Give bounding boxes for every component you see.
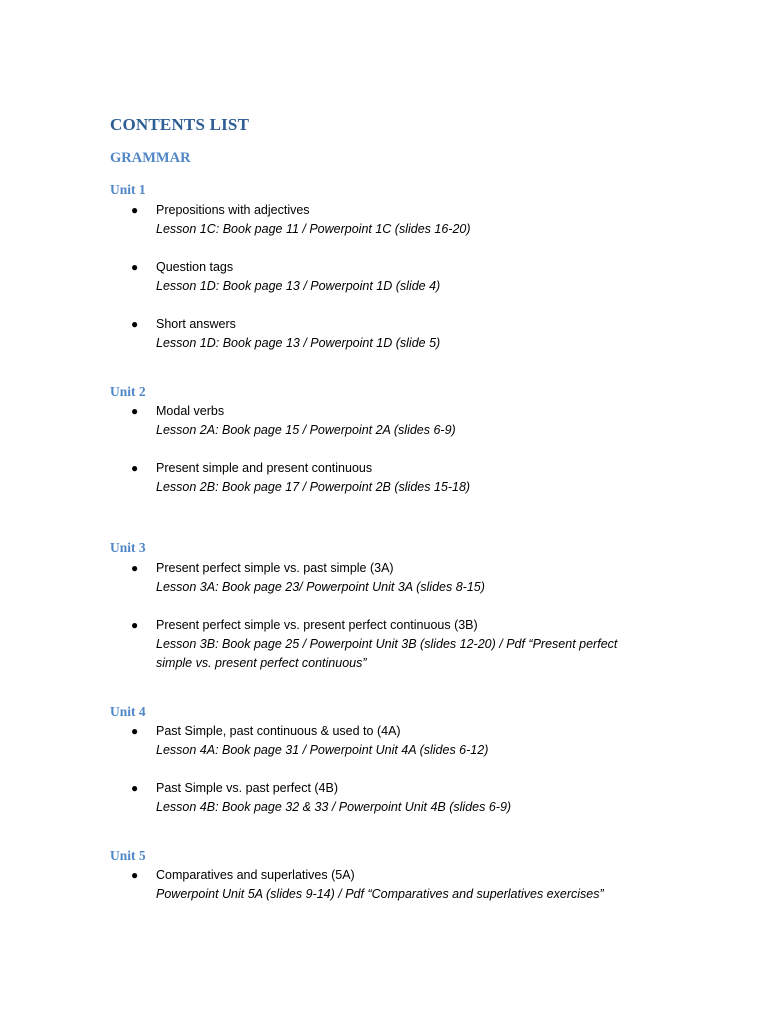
lesson-reference: Lesson 3B: Book page 25 / Powerpoint Unit 3B (slides 12-20) / Pdf “Present perfect simple vs. present perfect continuous” bbox=[156, 637, 618, 670]
list-item bbox=[131, 315, 646, 353]
bullet-icon: ● bbox=[131, 461, 139, 475]
lesson-reference: Lesson 1D: Book page 13 / Powerpoint 1D (slide 5) bbox=[156, 336, 441, 350]
list-item bbox=[131, 866, 646, 904]
topic-text: Question tags bbox=[156, 260, 234, 274]
bullet-icon: ● bbox=[131, 724, 139, 738]
bullet-icon: ● bbox=[131, 317, 139, 331]
unit-heading-3: Unit 3 bbox=[110, 540, 146, 555]
lesson-reference: Lesson 4A: Book page 31 / Powerpoint Unit 4A (slides 6-12) bbox=[156, 743, 489, 757]
bullet-icon: ● bbox=[131, 868, 139, 882]
lesson-reference: Lesson 2B: Book page 17 / Powerpoint 2B (slides 15-18) bbox=[156, 480, 471, 494]
unit-heading-1: Unit 1 bbox=[110, 182, 146, 197]
lesson-reference: Lesson 1C: Book page 11 / Powerpoint 1C (slides 16-20) bbox=[156, 222, 471, 236]
topic-text: Prepositions with adjectives bbox=[156, 203, 310, 217]
bullet-icon: ● bbox=[131, 781, 139, 795]
section-heading-grammar: GRAMMAR bbox=[110, 150, 191, 166]
list-item bbox=[131, 722, 646, 760]
list-item bbox=[131, 559, 646, 597]
page-title: CONTENTS LIST bbox=[110, 115, 250, 134]
unit-heading-4: Unit 4 bbox=[110, 704, 146, 719]
topic-text: Past Simple vs. past perfect (4B) bbox=[156, 781, 339, 795]
topic-text: Present perfect simple vs. present perfect continuous (3B) bbox=[156, 618, 478, 632]
unit-heading-2: Unit 2 bbox=[110, 384, 146, 399]
bullet-icon: ● bbox=[131, 260, 139, 274]
list-item bbox=[131, 616, 646, 673]
list-item bbox=[131, 201, 646, 239]
list-item bbox=[131, 258, 646, 296]
unit-heading-5: Unit 5 bbox=[110, 848, 146, 863]
lesson-reference: Powerpoint Unit 5A (slides 9-14) / Pdf “Comparatives and superlatives exercises” bbox=[156, 887, 604, 901]
lesson-reference: Lesson 1D: Book page 13 / Powerpoint 1D (slide 4) bbox=[156, 279, 441, 293]
lesson-reference: Lesson 3A: Book page 23/ Powerpoint Unit 3A (slides 8-15) bbox=[156, 580, 485, 594]
list-item bbox=[131, 402, 646, 440]
topic-text: Modal verbs bbox=[156, 404, 225, 418]
topic-text: Comparatives and superlatives (5A) bbox=[156, 868, 355, 882]
bullet-icon: ● bbox=[131, 561, 139, 575]
topic-text: Present perfect simple vs. past simple (3A) bbox=[156, 561, 394, 575]
bullet-icon: ● bbox=[131, 203, 139, 217]
topic-text: Past Simple, past continuous & used to (4A) bbox=[156, 724, 401, 738]
bullet-icon: ● bbox=[131, 404, 139, 418]
list-item bbox=[131, 459, 646, 497]
bullet-icon: ● bbox=[131, 618, 139, 632]
topic-text: Present simple and present continuous bbox=[156, 461, 373, 475]
topic-text: Short answers bbox=[156, 317, 236, 331]
lesson-reference: Lesson 2A: Book page 15 / Powerpoint 2A (slides 6-9) bbox=[156, 423, 456, 437]
list-item bbox=[131, 779, 646, 817]
lesson-reference: Lesson 4B: Book page 32 & 33 / Powerpoint Unit 4B (slides 6-9) bbox=[156, 800, 512, 814]
